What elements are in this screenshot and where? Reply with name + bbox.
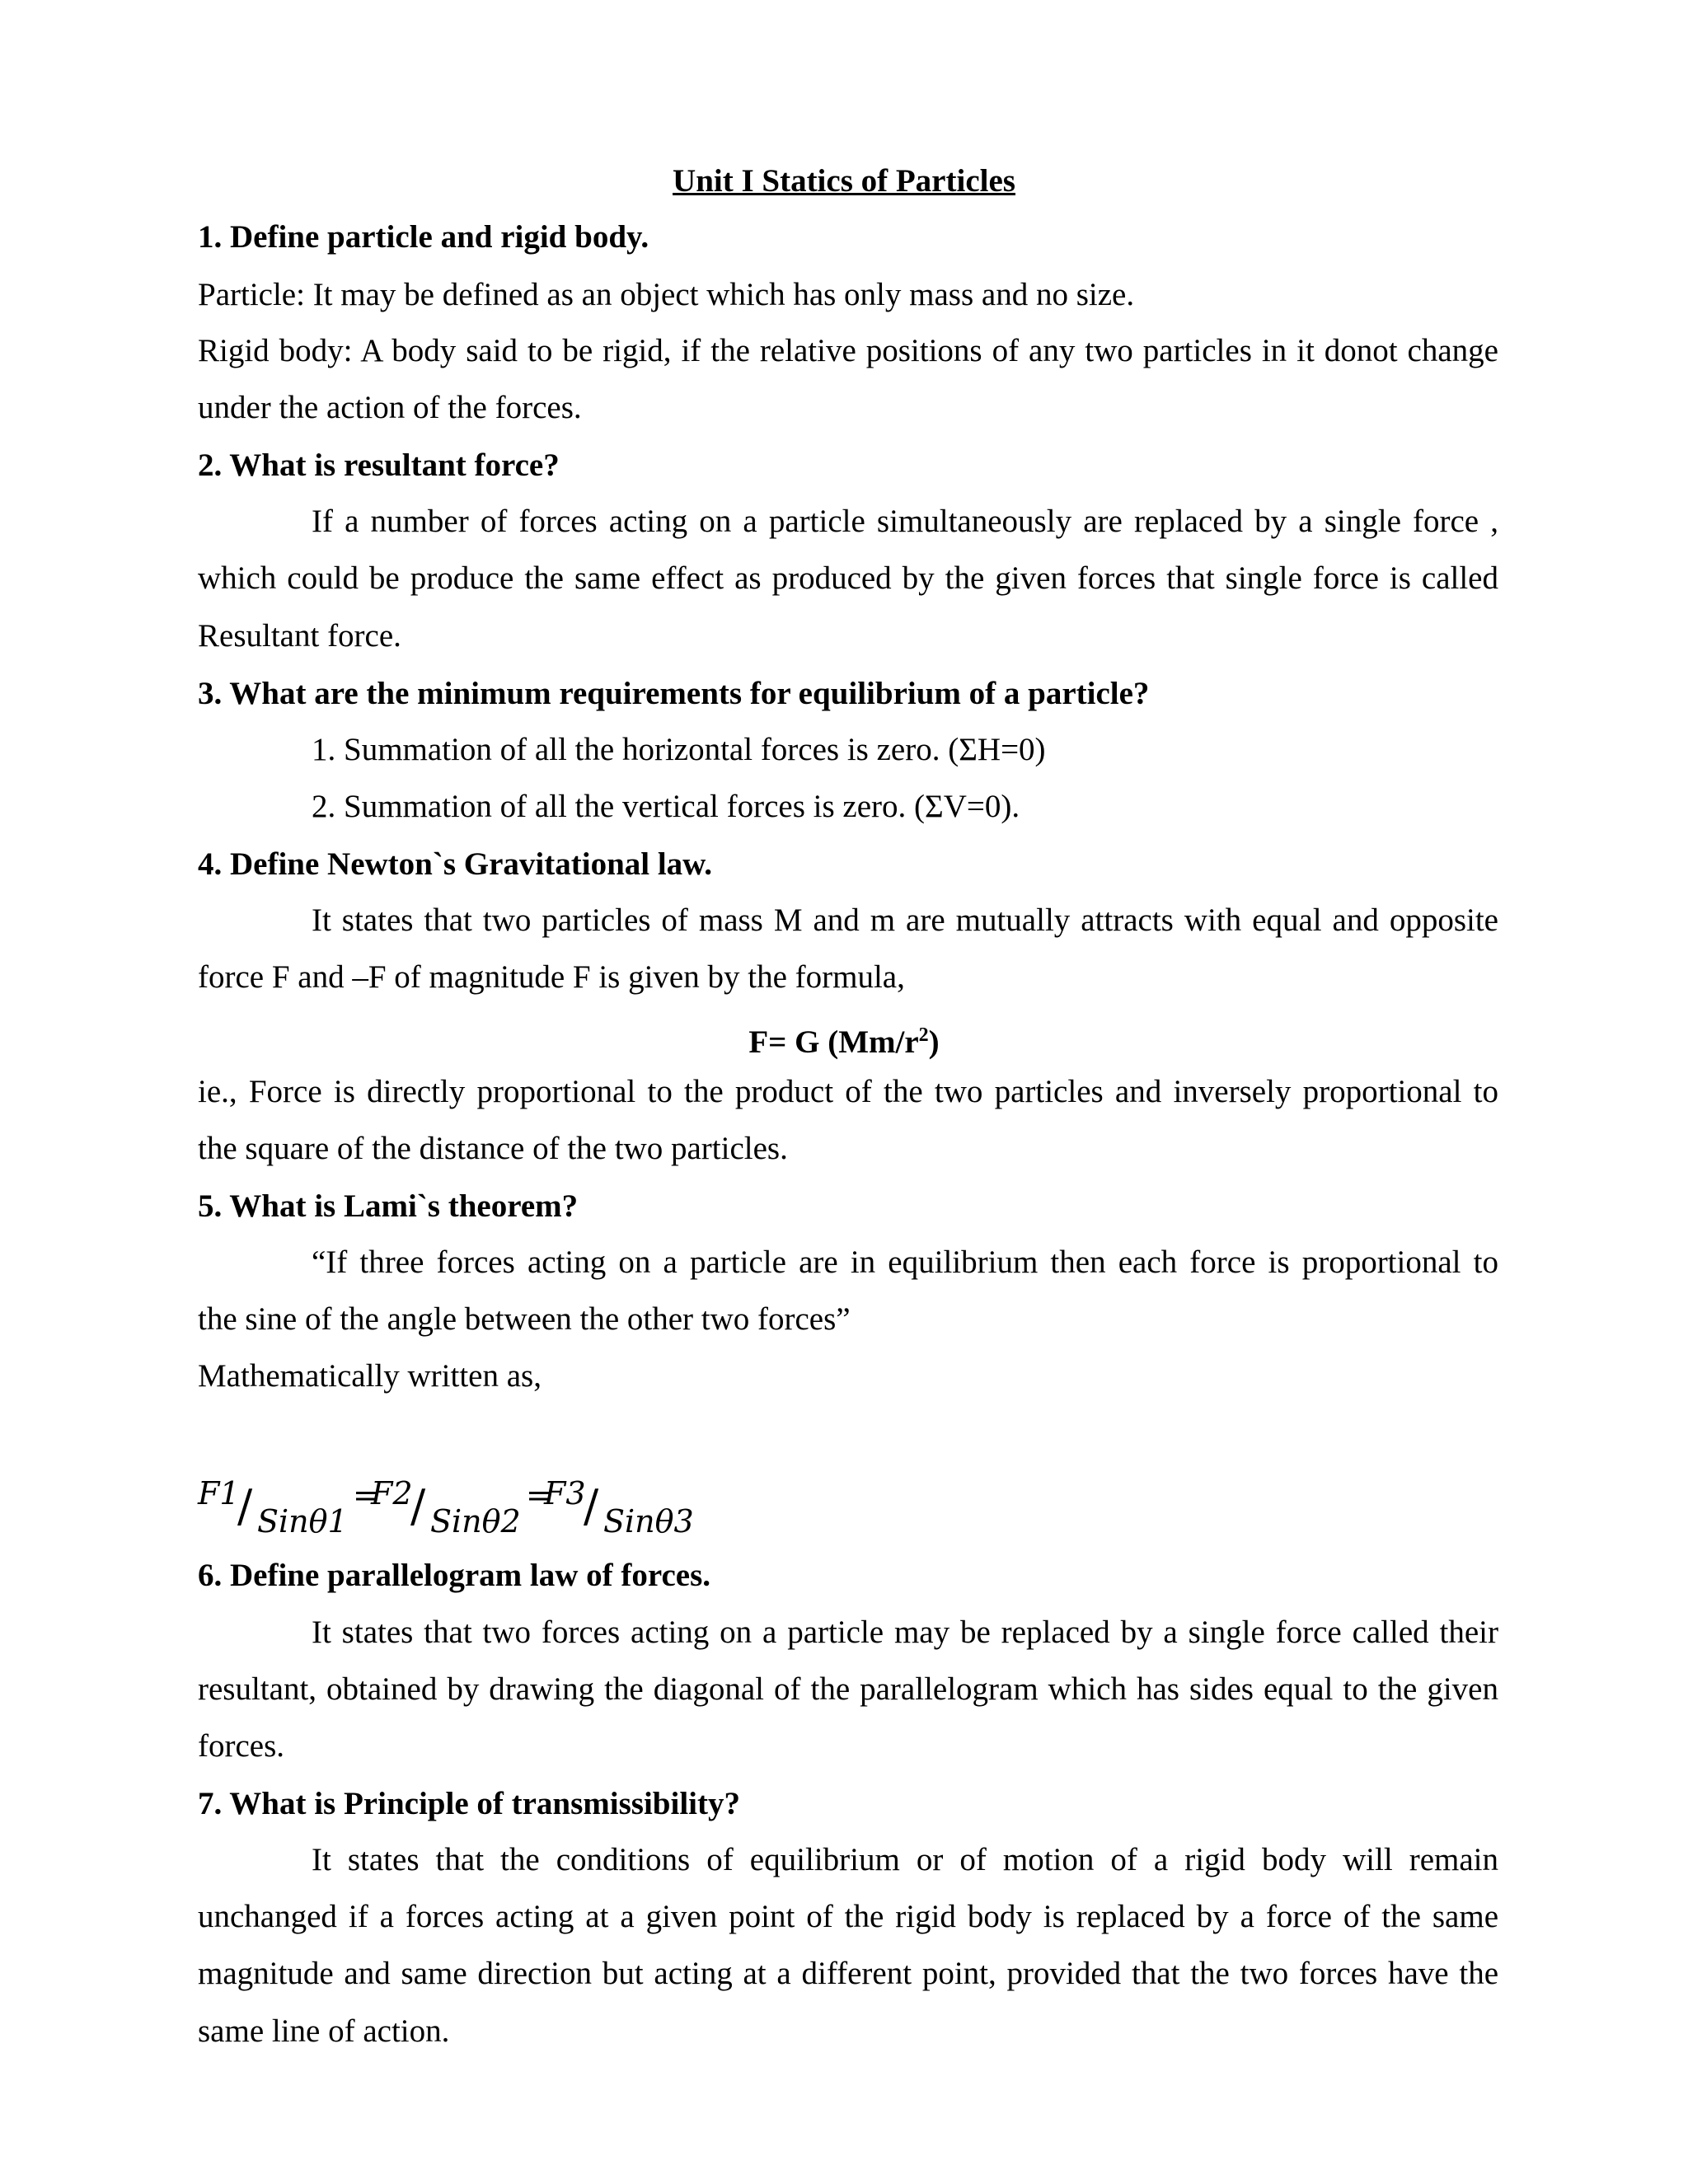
newton-formula: F= G $(Mm/r^2)$ <box>748 1024 940 1060</box>
question-2-heading: 2. What is resultant force? <box>198 448 560 483</box>
q5-answer-line-2: the sine of the angle between the other two forces” <box>198 1301 851 1337</box>
question-1-heading: 1. Define particle and rigid body. <box>198 219 649 255</box>
q2-answer-line-1: If a number of forces acting on a particle simultaneously are replaced by a single force , <box>312 504 1498 539</box>
lami-equals-2: = <box>526 1477 552 1513</box>
q2-answer-line-2: which could be produce the same effect as produced by the given forces that single force is called <box>198 560 1498 596</box>
q1-rigid-body-line-2: under the action of the forces. <box>198 390 582 425</box>
q6-answer-line-1: It states that two forces acting on a particle may be replaced by a single force called their <box>312 1615 1498 1650</box>
q4-answer-line-2: force F and –F of magnitude F is given by the formula, <box>198 959 905 995</box>
question-4-heading: 4. Define Newton`s Gravitational law. <box>198 846 712 882</box>
lami-slash-1: / <box>237 1480 253 1532</box>
q4-answer-line-1: It states that two particles of mass M and m are mutually attracts with equal and opposite <box>312 902 1498 938</box>
lami-equals-1: = <box>353 1477 379 1513</box>
lami-numerator-3: F3 <box>544 1475 586 1511</box>
question-7-heading: 7. What is Principle of transmissibility? <box>198 1786 740 1821</box>
q6-answer-line-3: forces. <box>198 1728 285 1764</box>
q1-particle-definition: Particle: It may be defined as an object which has only mass and no size. <box>198 277 1135 312</box>
q7-answer-line-4: same line of action. <box>198 2013 450 2049</box>
q4-answer-line-3: ie., Force is directly proportional to the product of the two particles and inversely proportional to <box>198 1074 1498 1109</box>
q7-answer-line-2: unchanged if a forces acting at a given point of the rigid body is replaced by a force of the same <box>198 1899 1498 1934</box>
lami-slash-2: / <box>410 1480 426 1532</box>
q7-answer-line-1: It states that the conditions of equilibrium or of motion of a rigid body will remain <box>312 1842 1498 1877</box>
q2-answer-line-3: Resultant force. <box>198 618 401 654</box>
q3-item-1: 1. Summation of all the horizontal forces is zero. (ΣH=0) <box>312 732 1046 767</box>
q5-answer-line-3: Mathematically written as, <box>198 1358 542 1394</box>
lami-numerator-1: F1 <box>198 1475 240 1511</box>
lami-numerator-2: F2 <box>371 1475 413 1511</box>
q5-answer-line-1: “If three forces acting on a particle are in equilibrium then each force is proportional to <box>312 1244 1498 1280</box>
question-3-heading: 3. What are the minimum requirements for equilibrium of a particle? <box>198 676 1150 711</box>
lami-denominator-1: Sinθ1 <box>257 1503 348 1540</box>
lami-denominator-2: Sinθ2 <box>430 1503 521 1540</box>
question-6-heading: 6. Define parallelogram law of forces. <box>198 1558 711 1593</box>
lami-denominator-3: Sinθ3 <box>603 1503 694 1540</box>
q3-item-2: 2. Summation of all the vertical forces is zero. (ΣV=0). <box>312 789 1020 824</box>
q1-rigid-body-line-1: Rigid body: A body said to be rigid, if the relative positions of any two particles in it donot change <box>198 333 1498 368</box>
q4-answer-line-4: the square of the distance of the two particles. <box>198 1131 788 1166</box>
page-title: Unit I Statics of Particles <box>673 163 1015 199</box>
lami-slash-3: / <box>584 1480 599 1532</box>
q6-answer-line-2: resultant, obtained by drawing the diagonal of the parallelogram which has sides equal to the given <box>198 1671 1498 1707</box>
q7-answer-line-3: magnitude and same direction but acting at a different point, provided that the two forces have the <box>198 1956 1498 1991</box>
question-5-heading: 5. What is Lami`s theorem? <box>198 1188 579 1224</box>
